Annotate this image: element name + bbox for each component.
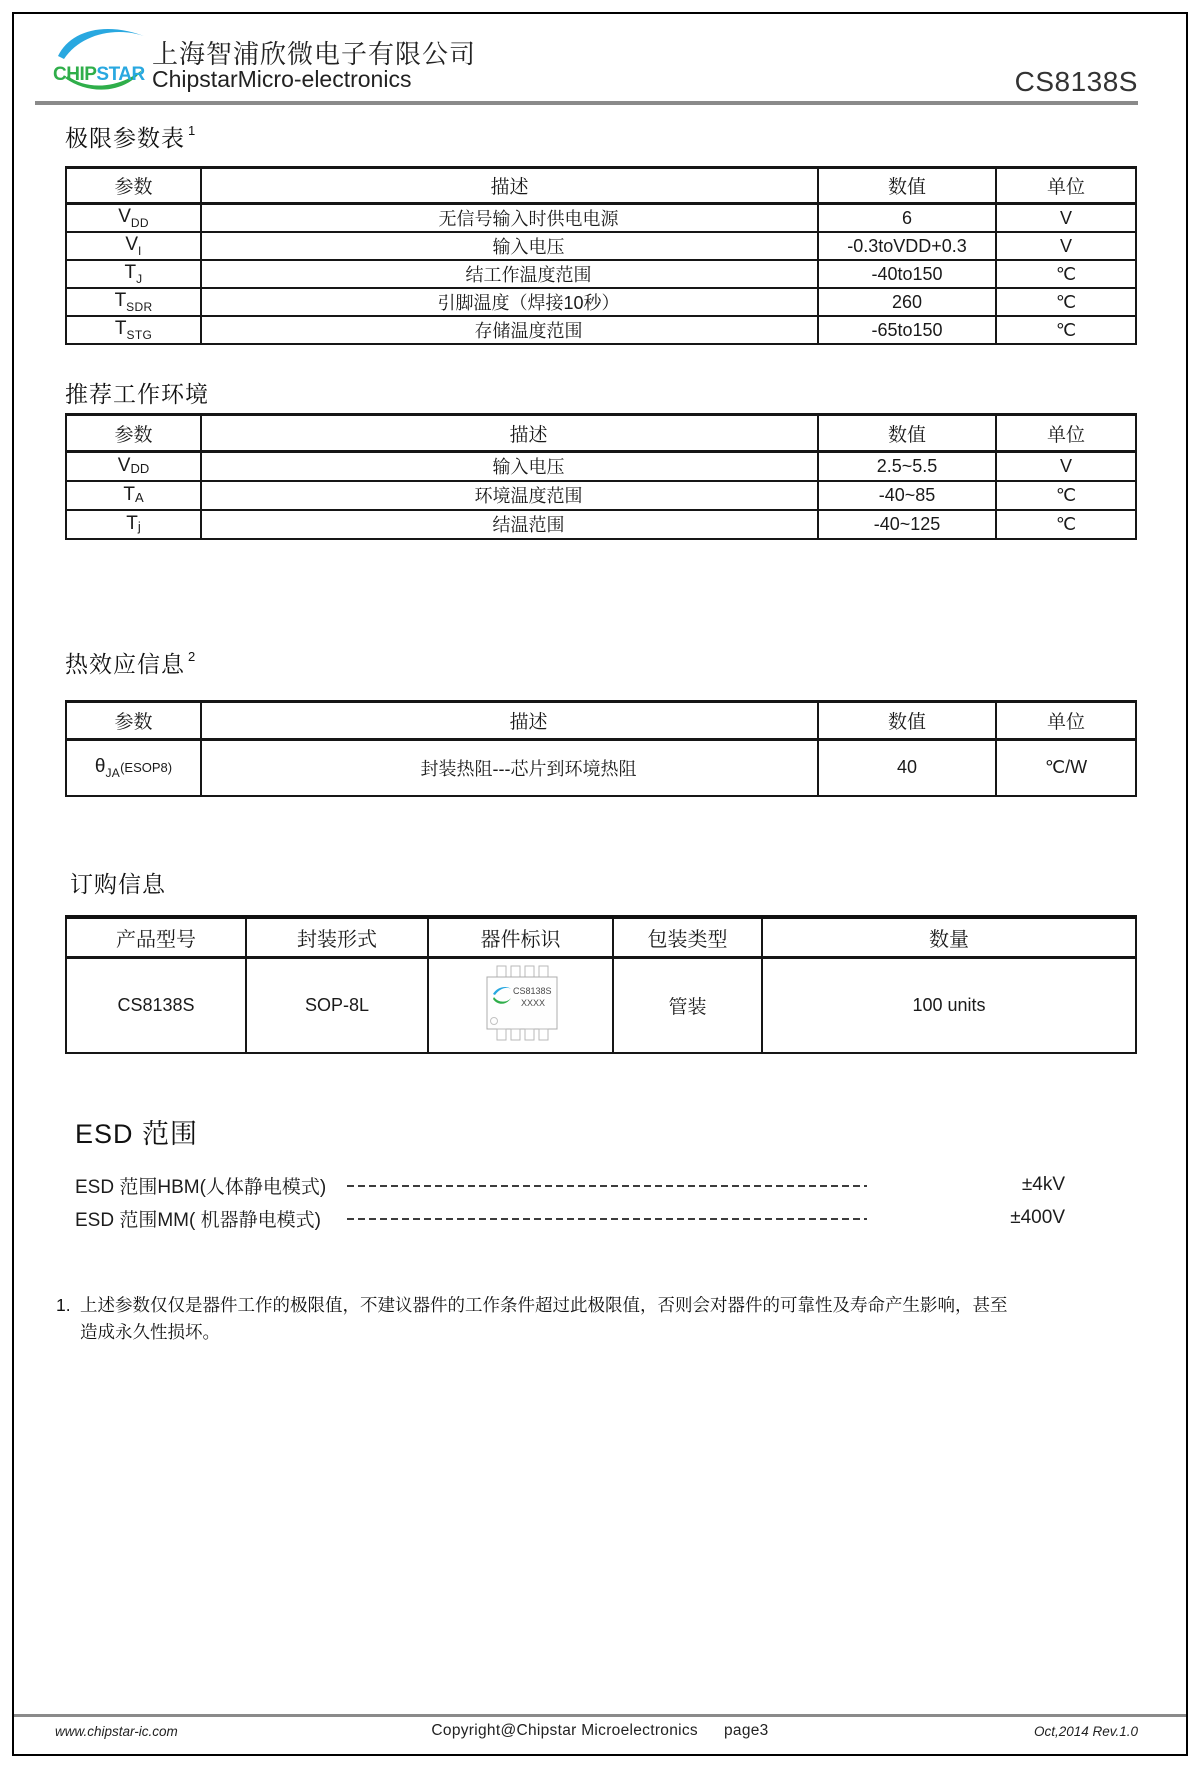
col-header-marking: 器件标识 <box>428 917 613 957</box>
unit-cell: ℃ <box>996 316 1136 344</box>
header-divider <box>35 101 1138 105</box>
param-subscript: JA <box>105 765 121 780</box>
value-cell: -0.3toVDD+0.3 <box>818 232 996 260</box>
footer-copyright <box>0 1722 1200 1740</box>
table-row <box>66 288 1136 316</box>
max-ratings-table <box>65 166 1137 345</box>
desc-cell: 存储温度范围 <box>201 316 818 344</box>
recommended-table <box>65 413 1137 540</box>
param-cell <box>66 288 201 316</box>
value-cell: -40~125 <box>818 510 996 539</box>
unit-cell: ℃/W <box>996 740 1136 796</box>
param-cell <box>66 452 201 481</box>
table-row <box>66 481 1136 510</box>
param-subscript: I <box>138 244 142 258</box>
param-subscript: j <box>137 519 141 534</box>
param-subscript: A <box>134 490 144 505</box>
param-symbol: T <box>123 484 135 505</box>
esd-line-hbm <box>75 1172 1065 1198</box>
unit-cell: V <box>996 232 1136 260</box>
footer-website: www.chipstar-ic.com <box>55 1724 178 1739</box>
table-row <box>66 510 1136 539</box>
value-cell: -40to150 <box>818 260 996 288</box>
param-cell <box>66 316 201 344</box>
dash-leader <box>347 1218 867 1220</box>
section-title-max-ratings <box>65 120 197 153</box>
desc-cell: 输入电压 <box>201 232 818 260</box>
desc-cell: 引脚温度（焊接10秒） <box>201 288 818 316</box>
param-subscript: STG <box>126 328 153 342</box>
section-title-text: 极限参数表 <box>65 125 185 151</box>
chipstar-logo-icon <box>52 24 148 101</box>
col-header-param: 参数 <box>66 415 201 452</box>
col-header-packing: 包装类型 <box>613 917 762 957</box>
marking-line2: XXXX <box>520 997 545 1008</box>
table-row <box>66 740 1136 796</box>
table-row <box>66 452 1136 481</box>
param-symbol: V <box>117 455 131 477</box>
table-header-row <box>66 702 1136 740</box>
esd-mm-label: ESD 范围MM( 机器静电模式) <box>75 1209 321 1231</box>
footnote-number: 1. <box>56 1295 71 1315</box>
col-header-quantity: 数量 <box>762 917 1136 957</box>
param-symbol: V <box>125 234 139 255</box>
col-header-desc: 描述 <box>201 168 818 204</box>
thermal-table <box>65 700 1137 797</box>
section-title-ordering: 订购信息 <box>70 871 166 897</box>
footnote-ref-1: 1 <box>188 123 197 138</box>
table-row <box>66 316 1136 344</box>
unit-cell: ℃ <box>996 288 1136 316</box>
logo-text-star: STAR <box>96 64 145 85</box>
section-title-thermal <box>65 646 197 679</box>
unit-cell: ℃ <box>996 260 1136 288</box>
marking-line1: CS8138S <box>512 985 552 996</box>
value-cell: 2.5~5.5 <box>818 452 996 481</box>
esd-hbm-label: ESD 范围HBM(人体静电模式) <box>75 1176 327 1198</box>
col-header-unit: 单位 <box>996 702 1136 740</box>
param-cell <box>66 740 201 796</box>
param-cell <box>66 481 201 510</box>
esd-hbm-value: ±4kV <box>1021 1174 1065 1195</box>
value-cell: -65to150 <box>818 316 996 344</box>
section-title-esd: ESD 范围 <box>75 1119 199 1149</box>
unit-cell: ℃ <box>996 481 1136 510</box>
param-symbol: T <box>114 290 127 311</box>
col-header-unit: 单位 <box>996 168 1136 204</box>
footnote-text: 上述参数仅仅是器件工作的极限值，不建议器件的工作条件超过此极限值，否则会对器件的可靠性及寿命产生影响，甚至造成永久性损坏。 <box>80 1295 1008 1342</box>
table-row <box>66 204 1136 233</box>
param-subscript: DD <box>130 461 150 477</box>
footer-date-revision: Oct,2014 Rev.1.0 <box>1033 1724 1138 1739</box>
param-cell <box>66 232 201 260</box>
page-number: page3 <box>723 1722 769 1739</box>
param-cell <box>66 260 201 288</box>
ordering-table <box>65 915 1137 1054</box>
value-cell: 40 <box>818 740 996 796</box>
col-header-param: 参数 <box>66 168 201 204</box>
param-symbol: T <box>124 262 137 283</box>
table-header-row <box>66 917 1136 957</box>
ordering-packing-cell: 管装 <box>613 957 762 1053</box>
param-cell <box>66 510 201 539</box>
unit-cell: V <box>996 204 1136 233</box>
unit-cell: V <box>996 452 1136 481</box>
ordering-qty-cell: 100 units <box>762 957 1136 1053</box>
param-subscript: SDR <box>126 300 153 314</box>
footer-divider <box>14 1714 1186 1717</box>
part-number-title: CS8138S <box>1014 66 1138 97</box>
footnote-1 <box>56 1292 1021 1346</box>
table-header-row <box>66 415 1136 452</box>
dash-leader <box>347 1185 867 1187</box>
col-header-value: 数值 <box>818 168 996 204</box>
desc-cell: 结工作温度范围 <box>201 260 818 288</box>
desc-cell: 结温范围 <box>201 510 818 539</box>
copyright-text: Copyright@Chipstar Microelectronics <box>431 1722 698 1739</box>
value-cell: -40~85 <box>818 481 996 510</box>
logo-text-chip: CHIP <box>53 64 97 85</box>
svg-text:CHIPSTAR <box>53 64 145 85</box>
desc-cell: 封装热阻---芯片到环境热阻 <box>201 740 818 796</box>
esd-mm-value: ±400V <box>1010 1207 1065 1228</box>
table-row <box>66 260 1136 288</box>
sop8-package-icon <box>478 963 564 1043</box>
col-header-package: 封装形式 <box>246 917 428 957</box>
footnote-ref-2: 2 <box>188 649 197 664</box>
unit-cell: ℃ <box>996 510 1136 539</box>
col-header-desc: 描述 <box>201 702 818 740</box>
col-header-param: 参数 <box>66 702 201 740</box>
param-subscript: J <box>136 272 143 286</box>
ordering-package-cell: SOP-8L <box>246 957 428 1053</box>
section-title-text: 热效应信息 <box>65 651 185 677</box>
value-cell: 260 <box>818 288 996 316</box>
ordering-part-cell: CS8138S <box>66 957 246 1053</box>
param-symbol: V <box>118 206 131 227</box>
param-symbol: T <box>114 318 127 339</box>
col-header-value: 数值 <box>818 702 996 740</box>
company-name-english: ChipstarMicro-electronics <box>152 66 412 92</box>
company-name-chinese: 上海智浦欣微电子有限公司 <box>152 39 477 69</box>
table-row <box>66 957 1136 1053</box>
col-header-value: 数值 <box>818 415 996 452</box>
desc-cell: 无信号输入时供电电源 <box>201 204 818 233</box>
param-subscript: DD <box>130 216 149 230</box>
param-cell <box>66 204 201 233</box>
desc-cell: 输入电压 <box>201 452 818 481</box>
col-header-part: 产品型号 <box>66 917 246 957</box>
value-cell: 6 <box>818 204 996 233</box>
param-symbol: T <box>126 513 138 534</box>
table-header-row <box>66 168 1136 204</box>
table-row <box>66 232 1136 260</box>
col-header-unit: 单位 <box>996 415 1136 452</box>
desc-cell: 环境温度范围 <box>201 481 818 510</box>
param-suffix: (ESOP8) <box>120 759 173 775</box>
esd-line-mm <box>75 1205 1065 1231</box>
col-header-desc: 描述 <box>201 415 818 452</box>
logo-blue-swoosh-icon <box>58 29 144 59</box>
ordering-marking-cell <box>428 957 613 1053</box>
section-title-recommended: 推荐工作环境 <box>65 381 209 407</box>
param-symbol: θ <box>94 755 106 777</box>
